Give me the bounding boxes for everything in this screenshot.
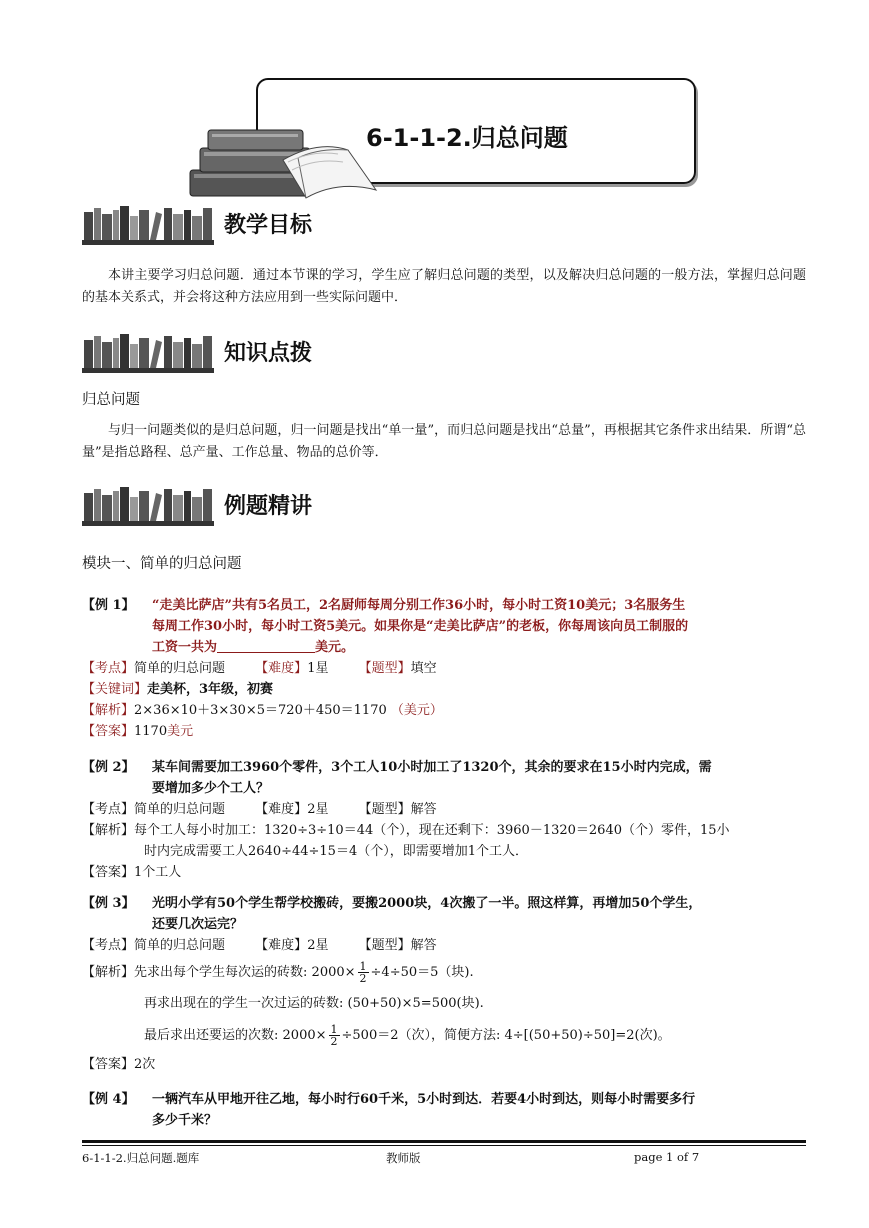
- goal-paragraph: 本讲主要学习归总问题．通过本节课的学习，学生应了解归总问题的类型，以及解决归总问题的一般方法，掌握归总问题的基本关系式，并会将这种方法应用到一些实际问题中．: [82, 268, 806, 305]
- footer-rule: [82, 1140, 806, 1146]
- section-title-knowledge: 知识点拨: [224, 341, 313, 366]
- example-label: 【例 2】: [82, 760, 135, 775]
- answer-line: 【答案】2次: [82, 1057, 156, 1072]
- books-illustration-icon: [188, 120, 378, 202]
- example-label: 【例 1】: [82, 598, 135, 613]
- question-line: “走美比萨店”共有5名员工，2名厨师每周分别工作36小时，每小时工资10美元；3名服务生: [152, 598, 686, 613]
- fraction-half: $\frac{1}{2}$: [330, 1023, 338, 1048]
- section-title-examples: 例题精讲: [224, 494, 313, 519]
- solution-line: 再求出现在的学生一次过运的砖数: (50+50)×5=500(块).: [144, 996, 484, 1011]
- bookshelf-icon: [82, 332, 214, 374]
- example-2: [82, 757, 808, 883]
- example-label: 【例 4】: [82, 1092, 135, 1107]
- question-line: 要增加多少个工人？: [152, 781, 270, 796]
- solution-line: 时内完成需要工人2640÷44÷15＝4（个），即需要增加1个工人．: [144, 844, 528, 859]
- meta-line: 【考点】简单的归总问题 【难度】1星 【题型】填空: [82, 661, 437, 676]
- knowledge-subtitle: 归总问题: [82, 392, 140, 408]
- fraction-half: $\frac{1}{2}$: [359, 960, 367, 985]
- question-line: 光明小学有50个学生帮学校搬砖，要搬2000块，4次搬了一半。照这样算，再增加50个学生，: [152, 896, 702, 911]
- section-header-goal: [82, 204, 482, 248]
- example-1: [82, 595, 808, 742]
- page-title: 6-1-1-2.归总问题: [366, 124, 568, 152]
- solution-line: 【解析】先求出每个学生每次运的砖数: 2000× $\frac{1}{2}$ ÷4÷50＝5（块).: [82, 960, 474, 985]
- section-title-goal: 教学目标: [224, 213, 313, 238]
- keywords-line: 【关键词】走美杯，3年级，初赛: [82, 682, 274, 697]
- question-line: 一辆汽车从甲地开往乙地，每小时行60千米，5小时到达．若要4小时到达，则每小时需要多行: [152, 1092, 696, 1107]
- footer-center: 教师版: [386, 1151, 421, 1165]
- bookshelf-icon: [82, 204, 214, 246]
- solution-line: 【解析】每个工人每小时加工：1320÷3÷10＝44（个），现在还剩下：3960－1320＝2640（个）零件，15小: [82, 823, 730, 838]
- solution-line: 最后求出还要运的次数: 2000× $\frac{1}{2}$ ÷500＝2（次），简便方法: 4÷[(50+50)÷50]=2(次)。: [144, 1023, 671, 1048]
- section-header-knowledge: [82, 332, 482, 376]
- example-label: 【例 3】: [82, 896, 135, 911]
- answer-line: 【答案】1个工人: [82, 865, 182, 880]
- footer-left: 6-1-1-2.归总问题.题库: [82, 1151, 200, 1165]
- question-line: 每周工作30小时，每小时工资5美元。如果你是“走美比萨店”的老板，你每周该向员工制服的: [152, 619, 689, 634]
- question-line: 多少千米？: [152, 1113, 218, 1128]
- question-line: 工资一共为 美元。: [152, 640, 355, 655]
- answer-blank: [217, 638, 315, 653]
- example-3: [82, 893, 808, 1075]
- meta-line: 【考点】简单的归总问题 【难度】2星 【题型】解答: [82, 802, 437, 817]
- solution-line: 【解析】2×36×10＋3×30×5＝720＋450＝1170 （美元）: [82, 703, 443, 718]
- knowledge-paragraph: 与归一问题类似的是归总问题，归一问题是找出“单一量”，而归总问题是找出“总量”，再根据其它条件求出结果．所谓“总量”是指总路程、总产量、工作总量、物品的总价等．: [82, 423, 806, 460]
- meta-line: 【考点】简单的归总问题 【难度】2星 【题型】解答: [82, 938, 437, 953]
- answer-line: 【答案】1170美元: [82, 724, 194, 739]
- question-line: 还要几次运完？: [152, 917, 244, 932]
- module-title: 模块一、简单的归总问题: [82, 556, 242, 572]
- bookshelf-icon: [82, 485, 214, 527]
- question-line: 某车间需要加工3960个零件，3个工人10小时加工了1320个，其余的要求在15小时内完成，需: [152, 760, 712, 775]
- example-4: [82, 1089, 808, 1131]
- footer-page-number: page 1 of 7: [634, 1150, 700, 1164]
- section-header-examples: [82, 485, 482, 529]
